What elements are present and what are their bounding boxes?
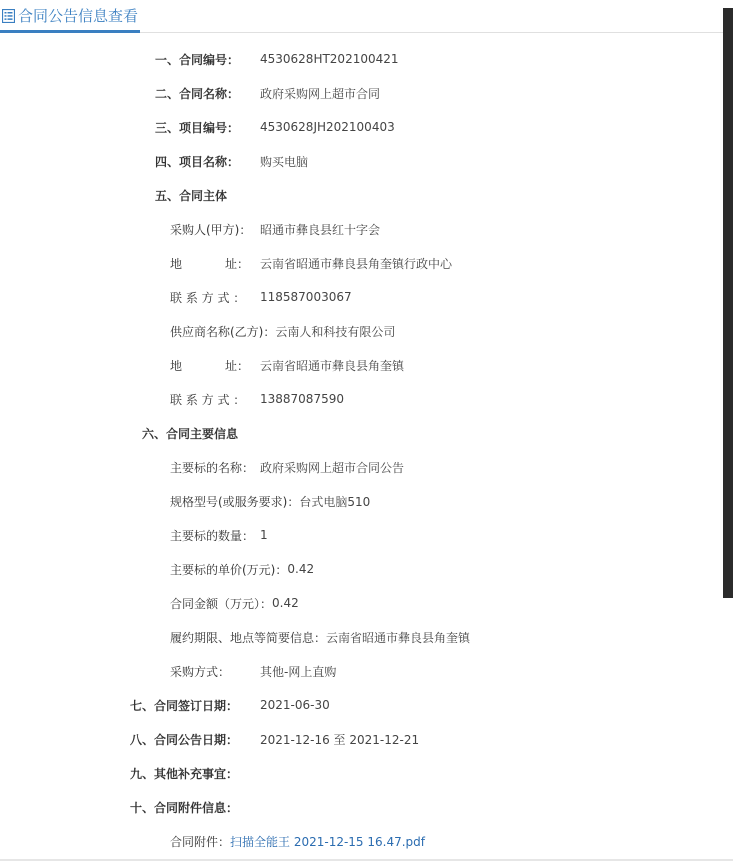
supplier-address-value: 云南省昭通市彝良县角奎镇: [260, 358, 405, 373]
other-matters-label: 九、其他补充事宜：: [130, 766, 239, 781]
contract-name-value-row: [260, 83, 380, 103]
sign-date-value: 2021-06-30: [260, 698, 330, 712]
supplier-contact-label: 联 系 方 式 ：: [170, 392, 246, 407]
method-value-row: [260, 661, 336, 681]
tab-contract-notice[interactable]: [0, 0, 140, 33]
buyer-label-row: [170, 219, 251, 239]
page-header: [0, 0, 733, 33]
buyer-address-value: 云南省昭通市彝良县角奎镇行政中心: [260, 256, 453, 271]
bottom-divider: [0, 859, 733, 861]
attachment-heading-row: [130, 797, 238, 817]
buyer-address-label-right: 址：: [225, 256, 250, 271]
quantity-value: 1: [260, 528, 268, 542]
main-info-heading-row: [142, 423, 238, 443]
attachment-label: 合同附件：: [170, 834, 231, 849]
supplier-address-label-right: 址：: [225, 358, 250, 373]
spec-label: 规格型号(或服务要求)：: [170, 494, 300, 509]
notice-date-label-row: [130, 729, 238, 749]
buyer-address-value-row: [260, 253, 452, 273]
contract-parties-heading: 五、合同主体: [155, 188, 228, 203]
item-name-label-row: [170, 457, 254, 477]
contract-name-value: 政府采购网上超市合同: [260, 86, 381, 101]
project-number-value-row: [260, 117, 395, 137]
buyer-value: 昭通市彝良县红十字会: [260, 222, 381, 237]
supplier-contact-label-row: [170, 389, 245, 409]
attachment-heading: 十、合同附件信息：: [130, 800, 239, 815]
project-name-value-row: [260, 151, 308, 171]
buyer-contact-label-row: [170, 287, 245, 307]
contract-number-row: [155, 49, 239, 69]
supplier-row: [170, 321, 395, 341]
amount-label: 合同金额（万元）：: [170, 596, 273, 611]
spec-row: [170, 491, 370, 511]
notice-date-value: 2021-12-16 至 2021-12-21: [260, 732, 420, 747]
item-name-value-row: [260, 457, 404, 477]
supplier-contact-value: 13887087590: [260, 392, 344, 406]
method-value: 其他-网上直购: [260, 664, 337, 679]
other-matters-row: [130, 763, 238, 783]
sign-date-value-row: [260, 695, 330, 715]
contract-number-label: 一、合同编号：: [155, 52, 240, 67]
project-name-row: [155, 151, 239, 171]
spec-value: 台式电脑510: [299, 494, 371, 509]
quantity-value-row: [260, 525, 268, 545]
supplier-contact-value-row: [260, 389, 344, 409]
sign-date-label: 七、合同签订日期：: [130, 698, 239, 713]
sign-date-label-row: [130, 695, 238, 715]
buyer-contact-label: 联 系 方 式 ：: [170, 290, 246, 305]
supplier-value: 云南人和科技有限公司: [275, 324, 396, 339]
item-name-value: 政府采购网上超市合同公告: [260, 460, 405, 475]
project-name-value: 购买电脑: [260, 154, 309, 169]
buyer-address-label-left-row: [170, 253, 182, 273]
period-label: 履约期限、地点等简要信息：: [170, 630, 327, 645]
period-value: 云南省昭通市彝良县角奎镇: [326, 630, 471, 645]
notice-date-label: 八、合同公告日期：: [130, 732, 239, 747]
notice-date-value-row: [260, 729, 419, 749]
scrollbar[interactable]: [723, 8, 733, 598]
supplier-address-label-left: 地: [170, 358, 183, 373]
contract-name-label: 二、合同名称：: [155, 86, 240, 101]
quantity-label: 主要标的数量：: [170, 528, 255, 543]
supplier-address-value-row: [260, 355, 404, 375]
buyer-contact-value: 118587003067: [260, 290, 352, 304]
unit-price-row: [170, 559, 314, 579]
method-label: 采购方式：: [170, 664, 231, 679]
project-name-label: 四、项目名称：: [155, 154, 240, 169]
main-info-heading: 六、合同主要信息: [142, 426, 239, 441]
buyer-label: 采购人(甲方)：: [170, 222, 252, 237]
contract-parties-heading-row: [155, 185, 227, 205]
scrollbar-thumb[interactable]: [723, 8, 733, 598]
buyer-address-label-left: 地: [170, 256, 183, 271]
supplier-address-label-right-row: [225, 355, 249, 375]
supplier-address-label-left-row: [170, 355, 182, 375]
contract-name-row: [155, 83, 239, 103]
unit-price-label: 主要标的单价(万元)：: [170, 562, 288, 577]
project-number-row: [155, 117, 239, 137]
page-title: 合同公告信息查看: [18, 6, 139, 25]
unit-price-value: 0.42: [287, 562, 315, 576]
method-label-row: [170, 661, 230, 681]
quantity-label-row: [170, 525, 254, 545]
buyer-value-row: [260, 219, 380, 239]
buyer-address-label-right-row: [225, 253, 249, 273]
amount-row: [170, 593, 299, 613]
project-number-label: 三、项目编号：: [155, 120, 240, 135]
attachment-file-link[interactable]: 扫描全能王 2021-12-15 16.47.pdf: [230, 834, 426, 849]
item-name-label: 主要标的名称：: [170, 460, 255, 475]
attachment-row: [170, 831, 425, 851]
contract-number-value: 4530628HT202100421: [260, 52, 399, 66]
period-row: [170, 627, 470, 647]
document-list-icon: [2, 8, 15, 22]
project-number-value: 4530628JH202100403: [260, 120, 395, 134]
supplier-label: 供应商名称(乙方)：: [170, 324, 276, 339]
buyer-contact-value-row: [260, 287, 352, 307]
amount-value: 0.42: [272, 596, 299, 610]
contract-number-value-row: [260, 49, 399, 69]
